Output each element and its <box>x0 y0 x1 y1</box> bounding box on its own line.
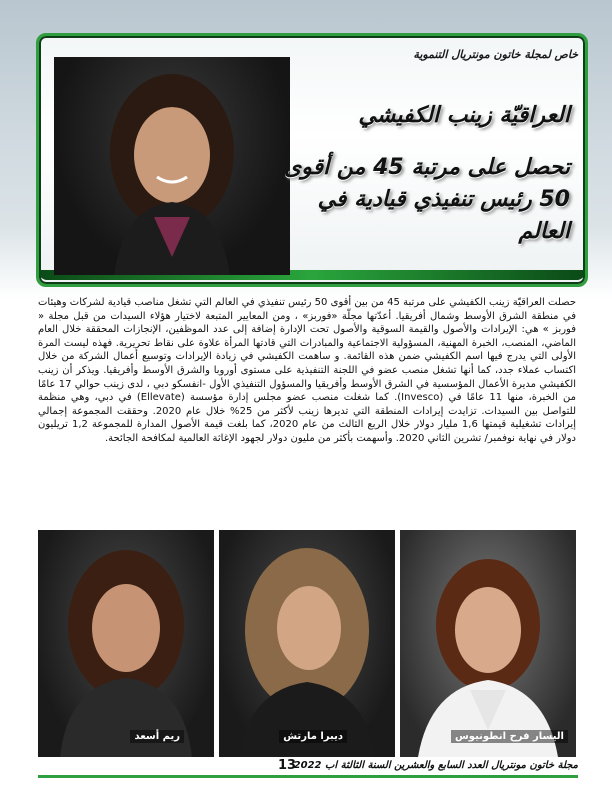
section-label: خاص لمجلة خاتون مونتريال التنموية <box>413 48 578 61</box>
photo-caption: ريم أسعد <box>130 730 184 743</box>
portrait-figure <box>54 57 290 275</box>
photo-debra-march <box>219 530 395 757</box>
photo-figure <box>38 530 214 757</box>
photo-figure <box>400 530 576 757</box>
page-footer <box>38 760 578 780</box>
page-number: 13 <box>278 758 297 773</box>
footer-divider <box>38 775 578 778</box>
photo-reem-asaad <box>38 530 214 757</box>
photo-caption: اليسار فرح انطونيوس <box>451 730 568 743</box>
article-title-name: العراقيّة زينب الكفيشي <box>358 103 570 128</box>
main-portrait-photo <box>54 57 290 275</box>
photo-figure <box>219 530 395 757</box>
footer-magazine-info: مجلة خاتون مونتريال العدد السابع والعشرين السنة الثالثة اب 2022 <box>293 760 578 771</box>
photo-caption: ديبرا مارتش <box>279 730 347 743</box>
article-body: حصلت العراقيّة زينب الكفيشي على مرتبة 45 من بين أقوى 50 رئيس تنفيذي في العالم التي تشغل مناصب قيادية لشركات وهيئات في منطقة الشرق الأوسط وشمال أفريقيا. أعدّتها مجلّة «فوربز» ، ومن المعايير المتبعة لاختيار هؤلاء السيدات من قبل مجلة « فوربز » هي: الإيرادات والأصول والقيمة السوقية والأصول تحت الإدارة إضافة إلى عدد الموظفين، الإنجازات المحققة خلال العام الماضي، المنصب، الخبرة المهنية، المسؤولية الاجتماعية والمبادرات التي قادتها المرأة علاوة على نقاط تحريرية. فهذه ليست المرة الأولى التي يدرج فيها اسم الكفيشي ضمن هذه القائمة. و ساهمت الكفيشي في زيادة الإيرادات وتوسيع أعمال الشركة من خلال اكتساب عملاء جدد، كما أنها تشغل منصب عضو في اللجنة التنفيذية على مستوى أوروبا والشرق الأوسط وأفريقيا. ويذكر أن زينب الكفيشي مديرة الأعمال المؤسسية في الشرق الأوسط وأفريقيا والمسؤول التنفيذي الأول -انفسكو دبي ، لدى زينب حوالي 17 عامًا من الخبرة، منها 11 عامًا في (Invesco). كما شغلت منصب عضو مجلس إدارة مؤسسة (Ellevate) في دبي، وهي منظمة للتواصل بين السيدات. تزايدت إيرادات المنطقة التي تديرها زينب لأكثر من 25% خلال عام 2020. وحققت المجموعة إجمالي إيرادات تشغيلية قيمتها 1,6 مليار دولار خلال الربع الثالث من عام 2020، كما بلغت قيمة الأصول المدارة للمجموعة 1,2 تريليون دولار في نهاية نوفمبر/ تشرين الثاني 2020. وأسهمت بأكثر من مليون دولار لجهود الإغاثة العالمية لمكافحة الجائحة. <box>38 297 577 444</box>
photo-elissar-farah-antonios <box>400 530 576 757</box>
article-title-subtitle: تحصل على مرتبة 45 من أقوى 50 رئيس تنفيذي قيادية في العالم <box>284 155 570 244</box>
